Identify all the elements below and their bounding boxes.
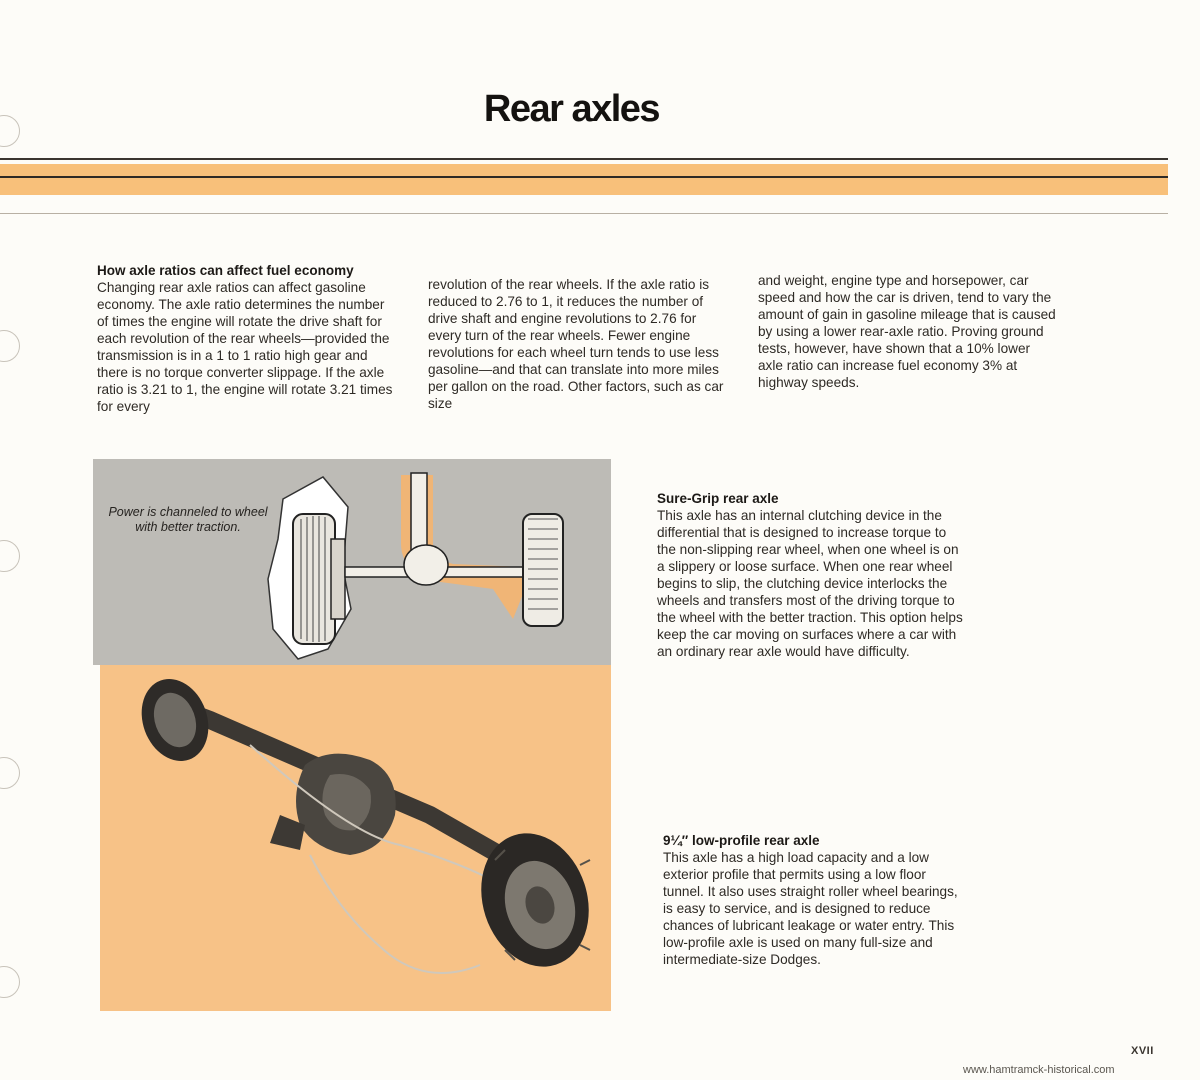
sure-grip-section <box>657 490 963 660</box>
binder-hole <box>0 330 20 362</box>
accent-band <box>0 164 1168 195</box>
sure-grip-heading: Sure-Grip rear axle <box>657 491 779 506</box>
low-profile-heading: 9¼″ low-profile rear axle <box>663 833 820 848</box>
band-bottom-rule <box>0 213 1168 214</box>
low-profile-text: This axle has a high load capacity and a low exterior profile that permits using a low floor tunnel. It also uses straight roller wheel bearings, is easy to service, and is designed to reduce chances of lubricant leakage or water entry. This low-profile axle is used on many full-size and intermediate-size Dodges. <box>663 850 958 967</box>
band-rule <box>0 176 1168 178</box>
page-number: XVII <box>1131 1045 1154 1057</box>
fuel-economy-column-1 <box>97 262 397 415</box>
fuel-economy-column-3 <box>758 272 1058 391</box>
fuel-economy-text-1: Changing rear axle ratios can affect gasoline economy. The axle ratio determines the number of times the engine will rotate the drive shaft for each revolution of the rear wheels—provided the transmission is in a 1 to 1 ratio high gear and there is no torque converter slippage. If the axle ratio is 3.21 to 1, the engine will rotate 3.21 times for every <box>97 280 393 414</box>
binder-hole <box>0 966 20 998</box>
binder-hole <box>0 540 20 572</box>
low-profile-section <box>663 832 965 968</box>
traction-caption: Power is channeled to wheel with better traction. <box>108 505 268 534</box>
fuel-economy-text-3: and weight, engine type and horsepower, car speed and how the car is driven, tend to vary the amount of gain in gasoline mileage that is caused by using a lower rear-axle ratio. Proving ground tests, however, have shown that a 10% lower axle ratio can increase fuel economy 3% at highway speeds. <box>758 273 1056 390</box>
header-rule <box>0 158 1168 160</box>
fuel-economy-text-2: revolution of the rear wheels. If the axle ratio is reduced to 2.76 to 1, it reduces the number of drive shaft and engine revolutions to 2.76 for every turn of the rear wheels. Fewer engine revolutions for each wheel turn tends to use less gasoline—and that can translate into more miles per gallon on the road. Other factors, such as car size <box>428 277 724 411</box>
binder-hole <box>0 757 20 789</box>
fuel-economy-column-2 <box>428 276 728 412</box>
fuel-economy-heading: How axle ratios can affect fuel economy <box>97 263 354 278</box>
sure-grip-text: This axle has an internal clutching device in the differential that is designed to increase torque to the non-slipping rear wheel, when one wheel is on a slippery or loose surface. When one rear wheel begins to slip, the clutching device interlocks the wheels and transfers most of the driving torque to the wheel with the better traction. This option helps keep the car moving on surfaces where a car with an ordinary rear axle would have difficulty. <box>657 508 963 659</box>
traction-diagram-illustration <box>93 459 611 665</box>
watermark-text: www.hamtramck-historical.com <box>963 1064 1115 1076</box>
rear-axle-photo <box>100 665 611 1011</box>
page-title: Rear axles <box>483 88 660 130</box>
